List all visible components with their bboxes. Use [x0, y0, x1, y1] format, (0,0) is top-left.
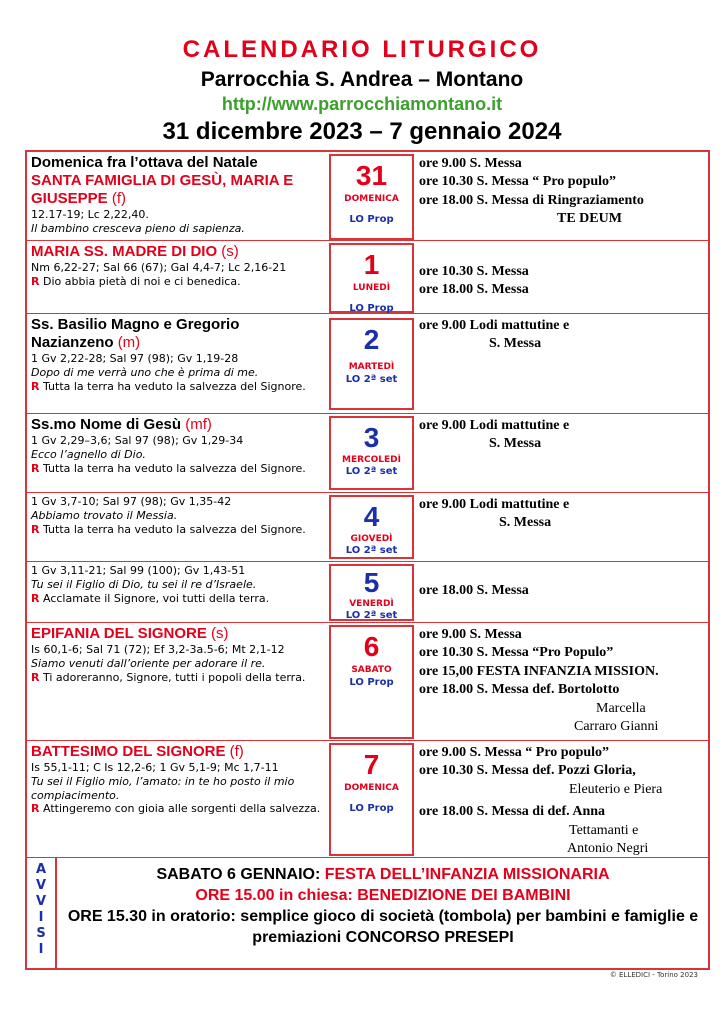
date-box: [329, 318, 414, 410]
day-name: DOMENICA: [344, 783, 399, 793]
response: Dio abbia pietà di noi e ci benedica.: [42, 274, 241, 288]
mass-schedule: [419, 263, 704, 300]
day-number: 6: [363, 631, 380, 662]
calendar-table: [25, 150, 710, 970]
response: Acclamate il Signore, voi tutti della terra.: [42, 591, 270, 605]
mass-line: Antonio Negri: [567, 841, 649, 857]
liturgy-cell: MARIA SS. MADRE DI DIO (s) Nm 6,22-27; Sal 66 (67); Gal 4,4-7; Lc 2,16-21 R Dio abbia pietà di noi e ci benedica.: [31, 243, 323, 289]
mass-line: Carraro Gianni: [574, 719, 659, 735]
date-box: [329, 154, 414, 240]
antiphon: Tu sei il Figlio di Dio, tu sei il re d’Israele.: [31, 577, 257, 591]
mass-schedule: [419, 626, 704, 737]
response: Ti adoreranno, Signore, tutti i popoli della terra.: [42, 670, 306, 684]
day-name: VENERDÌ: [349, 599, 394, 609]
mass-line: ore 10.30 S. Messa def. Pozzi Gloria,: [419, 763, 636, 779]
readings: 1 Gv 3,11-21; Sal 99 (100); Gv 1,43-51: [31, 564, 246, 577]
parish-url[interactable]: http://www.parrocchiamontano.it: [221, 94, 503, 114]
notices-section: [27, 858, 708, 968]
response: Tutta la terra ha veduto la salvezza del Signore.: [42, 379, 306, 393]
mass-schedule: [419, 744, 704, 859]
day-row-5: [27, 562, 708, 623]
date-box: [329, 495, 414, 559]
antiphon: Siamo venuti dall’oriente per adorare il re.: [31, 656, 266, 670]
mass-line: ore 9.00 S. Messa “ Pro populo”: [419, 745, 610, 760]
mass-line: ore 9.00 S. Messa: [419, 156, 522, 171]
feast-rank: (s): [221, 243, 239, 260]
readings: Is 55,1-11; C Is 12,2-6; 1 Gv 5,1-9; Mc 1,7-11: [31, 761, 279, 774]
antiphon: Ecco l’agnello di Dio.: [31, 447, 146, 461]
mass-schedule: [419, 155, 704, 229]
notices-label: A V V I S I: [27, 858, 57, 968]
mass-line: TE DEUM: [557, 211, 622, 227]
liturgy-of-hours: LO 2ª set: [345, 466, 398, 477]
readings: 12.17-19; Lc 2,22,40.: [31, 208, 149, 221]
feast-title: Ss. Basilio Magno e Gregorio Nazianzeno: [31, 316, 240, 351]
mass-line: Eleuterio e Piera: [569, 781, 663, 797]
date-box: [329, 625, 414, 739]
day-row-7: [27, 741, 708, 858]
notice-date: SABATO 6 GENNAIO:: [156, 866, 321, 883]
readings: 1 Gv 2,29–3,6; Sal 97 (98); Gv 1,29-34: [31, 434, 244, 447]
liturgy-of-hours: LO 2ª set: [345, 374, 398, 385]
mass-line: ore 18.00 S. Messa di def. Anna: [419, 804, 606, 820]
day-name: SABATO: [351, 665, 392, 675]
notice-event: FESTA DELL’INFANZIA MISSIONARIA: [324, 866, 610, 883]
readings: 1 Gv 3,7-10; Sal 97 (98); Gv 1,35-42: [31, 495, 232, 508]
feast-title: BATTESIMO DEL SIGNORE: [31, 743, 226, 760]
liturgy-cell: Ss.mo Nome di Gesù (mf) 1 Gv 2,29–3,6; Sal 97 (98); Gv 1,29-34 Ecco l’agnello di Dio. R Tutta la terra ha veduto la salvezza del Signore.: [31, 416, 323, 475]
liturgy-cell: 1 Gv 3,11-21; Sal 99 (100); Gv 1,43-51 Tu sei il Figlio di Dio, tu sei il re d’Israele. R Acclamate il Signore, voi tutti della terra.: [31, 564, 323, 605]
response: Tutta la terra ha veduto la salvezza del Signore.: [42, 522, 306, 536]
day-name: MARTEDÌ: [348, 362, 395, 372]
date-box: [329, 743, 414, 856]
response: Tutta la terra ha veduto la salvezza del Signore.: [42, 461, 306, 475]
day-number: 4: [363, 501, 380, 532]
mass-line: ore 10.30 S. Messa “Pro Populo”: [419, 645, 614, 661]
day-number: 31: [355, 160, 388, 191]
readings: Is 60,1-6; Sal 71 (72); Ef 3,2-3a.5-6; Mt 2,1-12: [31, 643, 285, 656]
day-row-6: [27, 623, 708, 741]
calendar-title: CALENDARIO LITURGICO: [182, 36, 542, 63]
mass-line: S. Messa: [499, 515, 552, 531]
day-row-1: [27, 241, 708, 314]
mass-line: ore 9.00 Lodi mattutine e: [419, 318, 570, 333]
feast-rank: (m): [117, 334, 141, 351]
date-box: [329, 564, 414, 621]
liturgy-cell: BATTESIMO DEL SIGNORE (f) Is 55,1-11; C Is 12,2-6; 1 Gv 5,1-9; Mc 1,7-11 Tu sei il Figlio mio, l’amato: in te ho posto il mio compiacimento. R Attingeremo con gioia alle sorgenti della salvezza.: [31, 743, 323, 816]
antiphon: Dopo di me verrà uno che è prima di me.: [31, 365, 259, 379]
feast-rank: (mf): [185, 416, 212, 433]
feast-rank: (f): [229, 743, 244, 760]
notice-oratory: ORE 15.30 in oratorio: semplice gioco di società (tombola) per bambini e famiglie e premiazioni CONCORSO PRESEPI: [67, 908, 699, 946]
liturgy-of-hours: LO Prop: [349, 677, 394, 688]
mass-line: ore 10.30 S. Messa: [419, 264, 529, 279]
feast-rank: (s): [211, 625, 229, 642]
feast-title: MARIA SS. MADRE DI DIO: [31, 243, 218, 260]
copyright: © ELLEDICI - Torino 2023: [609, 971, 698, 979]
mass-line: ore 9.00 Lodi mattutine e: [419, 497, 570, 512]
feast-subtitle: Domenica fra l’ottava del Natale: [31, 154, 258, 171]
mass-line: ore 10.30 S. Messa “ Pro populo”: [419, 174, 617, 190]
response: Attingeremo con gioia alle sorgenti della salvezza.: [42, 802, 321, 816]
readings: Nm 6,22-27; Sal 66 (67); Gal 4,4-7; Lc 2,16-21: [31, 261, 287, 274]
mass-schedule: [419, 317, 704, 354]
mass-line: S. Messa: [489, 336, 542, 352]
mass-line: ore 9.00 Lodi mattutine e: [419, 418, 570, 433]
mass-line: S. Messa: [489, 436, 542, 452]
mass-line: Tettamanti e: [569, 822, 639, 838]
notice-blessing: ORE 15.00 in chiesa: BENEDIZIONE DEI BAMBINI: [195, 887, 571, 904]
liturgy-of-hours: LO Prop: [349, 303, 394, 314]
mass-schedule: [419, 582, 704, 600]
mass-line: ore 9.00 S. Messa: [419, 627, 522, 642]
mass-line: Marcella: [596, 700, 646, 716]
mass-line: ore 18.00 S. Messa di Ringraziamento: [419, 192, 644, 208]
day-number: 2: [363, 324, 380, 355]
readings: 1 Gv 2,22-28; Sal 97 (98); Gv 1,19-28: [31, 352, 239, 365]
mass-line: ore 15,00 FESTA INFANZIA MISSION.: [419, 663, 659, 679]
day-number: 3: [363, 422, 380, 453]
mass-line: ore 18.00 S. Messa: [419, 583, 529, 598]
liturgy-cell: EPIFANIA DEL SIGNORE (s) Is 60,1-6; Sal 71 (72); Ef 3,2-3a.5-6; Mt 2,1-12 Siamo venuti dall’oriente per adorare il re. R Ti adoreranno, Signore, tutti i popoli della terra.: [31, 625, 323, 684]
parish-name: Parrocchia S. Andrea – Montano: [200, 68, 524, 91]
day-name: MERCOLEDÌ: [342, 455, 401, 465]
feast-title: EPIFANIA DEL SIGNORE: [31, 625, 207, 642]
day-name: LUNEDÌ: [352, 283, 391, 293]
antiphon: Abbiamo trovato il Messia.: [31, 508, 178, 522]
antiphon: Tu sei il Figlio mio, l’amato: in te ho posto il mio compiacimento.: [31, 774, 295, 802]
notices-text: [63, 864, 703, 948]
day-name: DOMENICA: [344, 194, 399, 204]
liturgy-cell: Ss. Basilio Magno e Gregorio Nazianzeno (m) 1 Gv 2,22-28; Sal 97 (98); Gv 1,19-28 Dopo di me verrà uno che è prima di me. R Tutta la terra ha veduto la salvezza del Signore.: [31, 316, 323, 393]
liturgy-cell: 1 Gv 3,7-10; Sal 97 (98); Gv 1,35-42 Abbiamo trovato il Messia. R Tutta la terra ha veduto la salvezza del Signore.: [31, 495, 323, 536]
period-title: 31 dicembre 2023 – 7 gennaio 2024: [162, 118, 562, 145]
date-box: [329, 416, 414, 490]
mass-schedule: [419, 417, 704, 454]
liturgy-of-hours: LO Prop: [349, 214, 394, 225]
day-number: 1: [363, 249, 380, 280]
day-name: GIOVEDÌ: [350, 534, 393, 544]
feast-title: Ss.mo Nome di Gesù: [31, 416, 182, 433]
liturgy-of-hours: LO 2ª set: [345, 545, 398, 556]
mass-schedule: [419, 496, 704, 533]
liturgy-of-hours: LO 2ª set: [345, 610, 398, 621]
day-number: 7: [363, 749, 380, 780]
mass-line: ore 18.00 S. Messa: [419, 282, 529, 298]
feast-title: SANTA FAMIGLIA DI GESÙ, MARIA E GIUSEPPE: [31, 172, 294, 207]
mass-line: ore 18.00 S. Messa def. Bortolotto: [419, 682, 620, 698]
day-row-2: [27, 314, 708, 414]
feast-rank: (f): [111, 190, 127, 207]
day-number: 5: [363, 567, 380, 598]
day-row-3: [27, 414, 708, 493]
day-row-4: [27, 493, 708, 562]
liturgy-of-hours: LO Prop: [349, 803, 394, 814]
day-row-31: [27, 152, 708, 241]
antiphon: Il bambino cresceva pieno di sapienza.: [31, 221, 245, 235]
liturgy-cell: [31, 154, 323, 236]
date-box: [329, 243, 414, 313]
